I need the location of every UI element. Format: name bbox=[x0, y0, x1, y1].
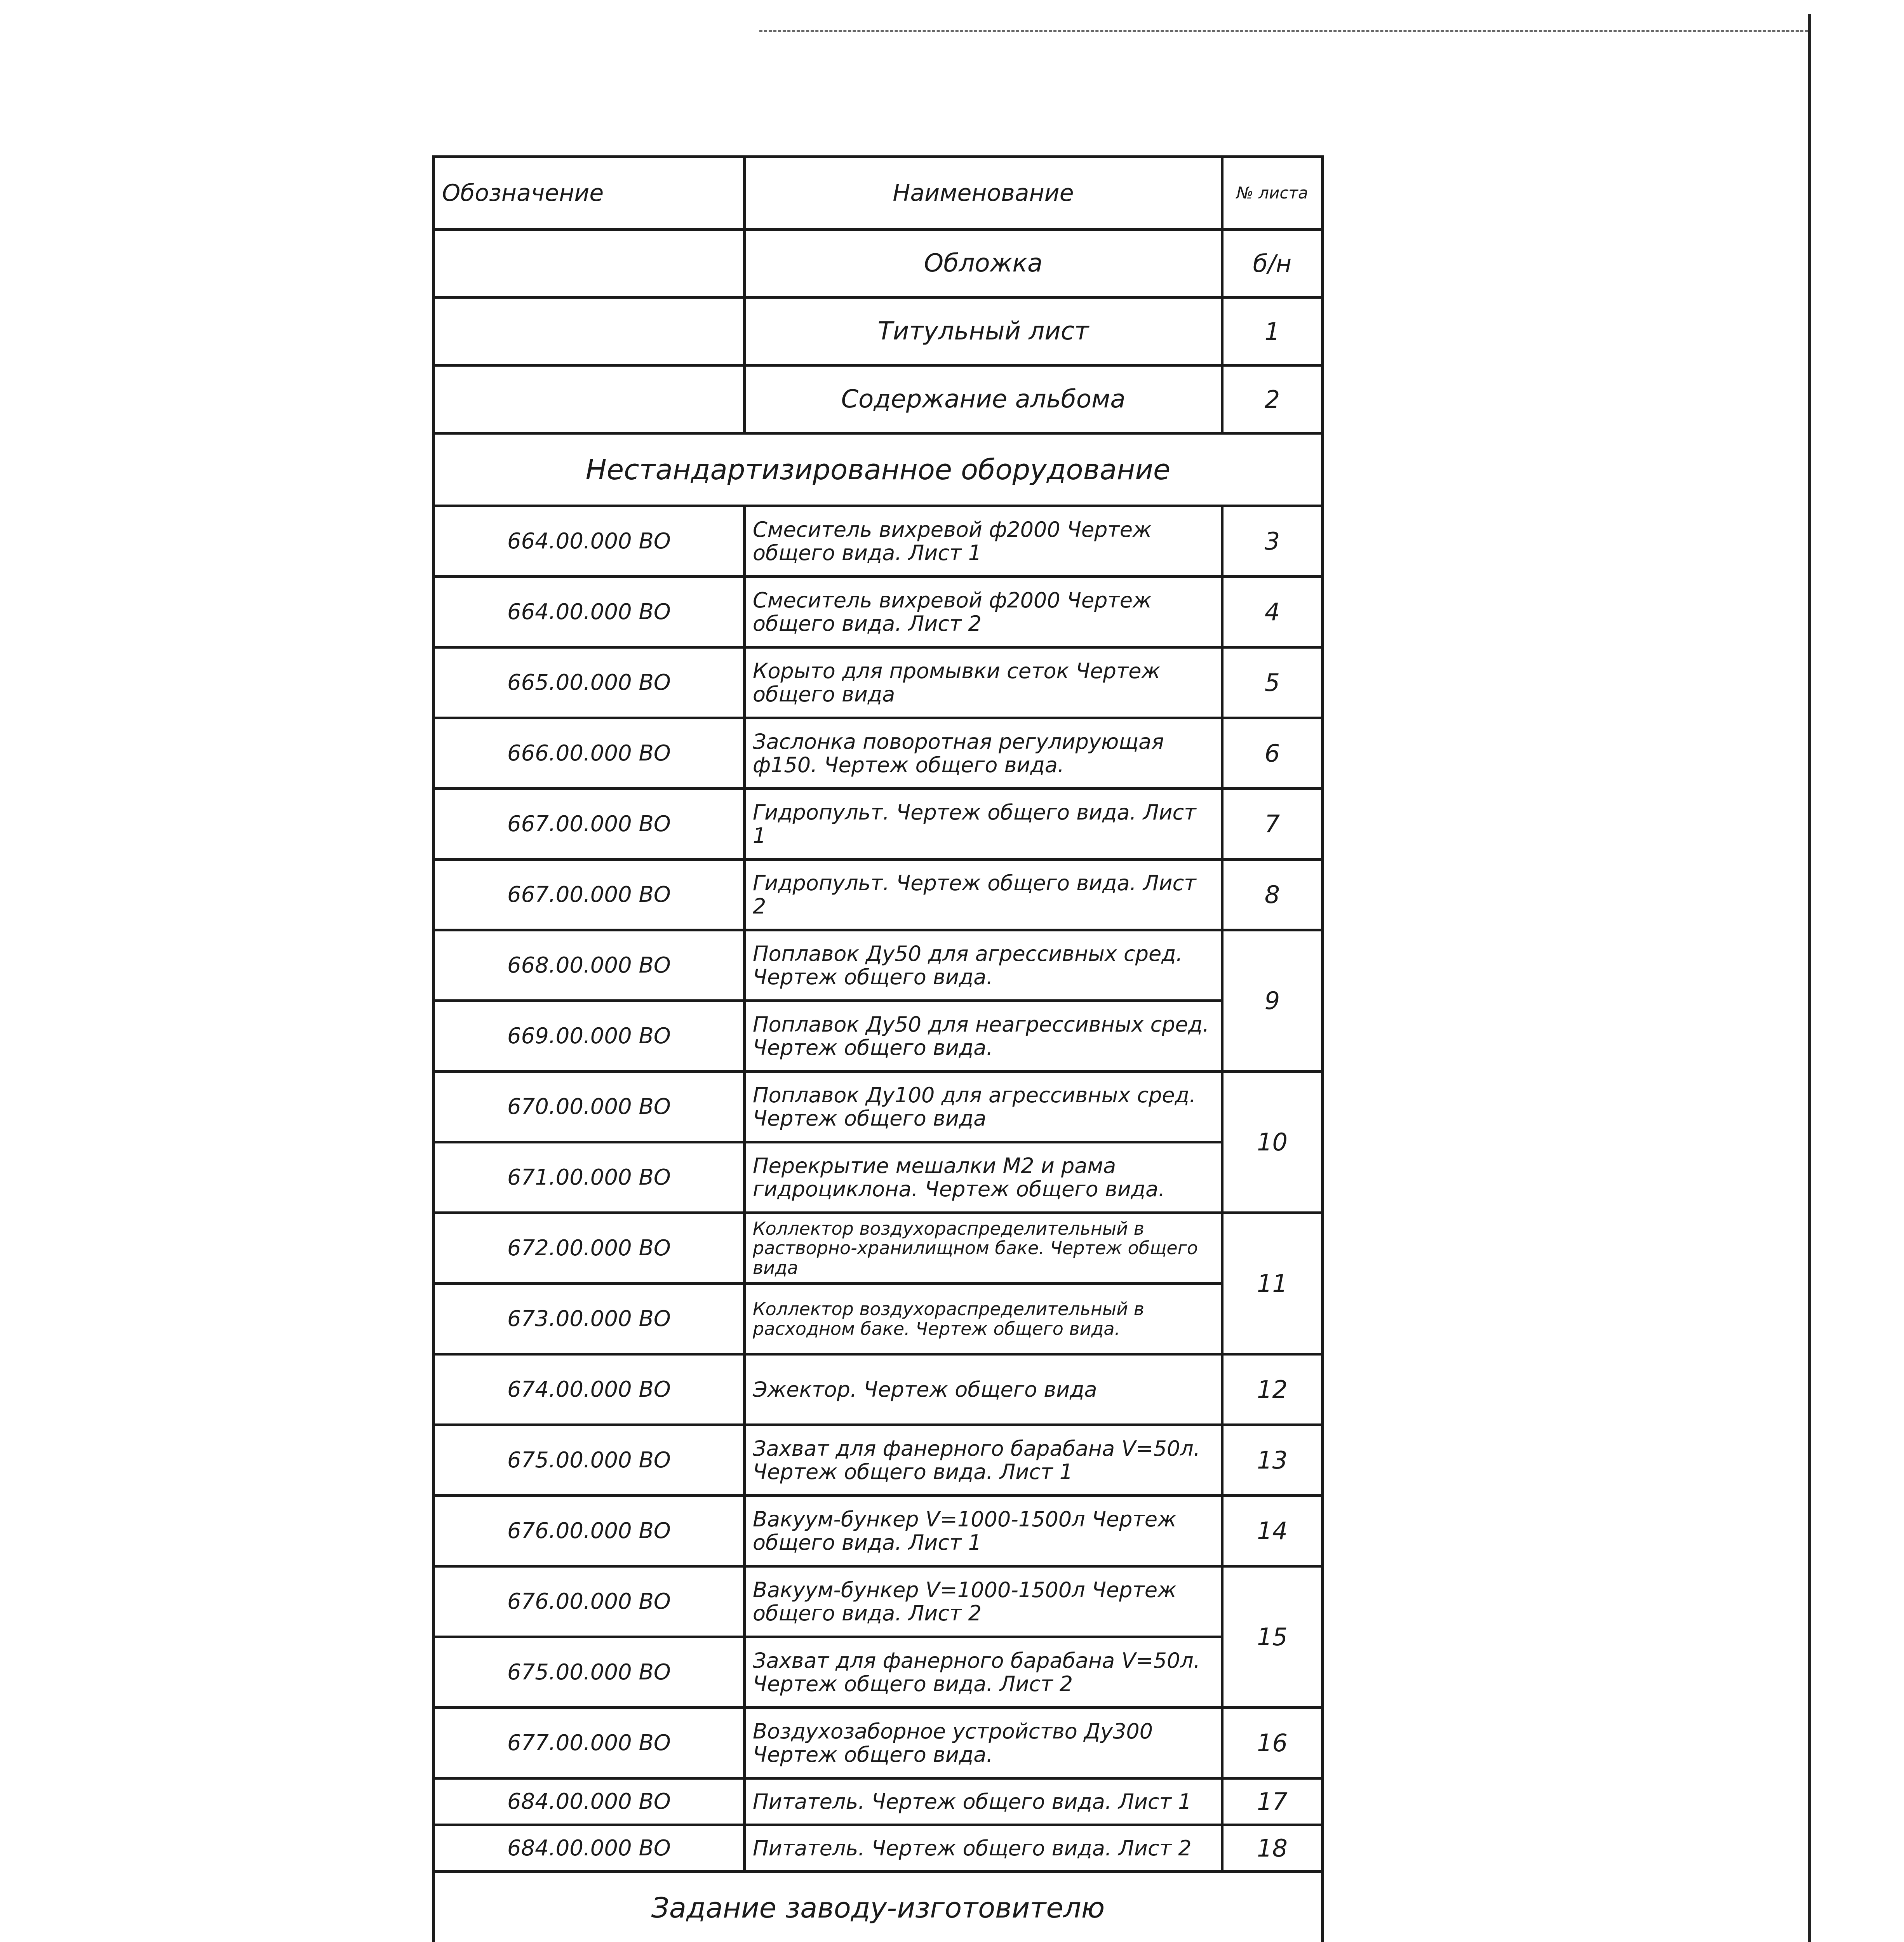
name-cell: Захват для фанерного барабана V=50л. Чертеж общего вида. Лист 1 bbox=[745, 1425, 1222, 1496]
sheet-cell: 17 bbox=[1222, 1778, 1323, 1825]
designation-cell: 673.00.000 ВО bbox=[434, 1284, 745, 1354]
table-row bbox=[434, 1072, 1323, 1142]
sheet-cell: 4 bbox=[1222, 577, 1323, 647]
sheet-cell: 7 bbox=[1222, 789, 1323, 860]
designation-cell: 670.00.000 ВО bbox=[434, 1072, 745, 1142]
name-cell: Смеситель вихревой ф2000 Чертеж общего вида. Лист 1 bbox=[745, 506, 1222, 577]
designation-cell: 676.00.000 ВО bbox=[434, 1566, 745, 1637]
name-cell: Поплавок Ду100 для агрессивных сред. Чертеж общего вида bbox=[745, 1072, 1222, 1142]
designation-cell: 675.00.000 ВО bbox=[434, 1425, 745, 1496]
sheet-cell: 16 bbox=[1222, 1708, 1323, 1778]
table-row bbox=[434, 1496, 1323, 1566]
empty-cell bbox=[434, 365, 745, 433]
section-heading-row bbox=[434, 1872, 1323, 1942]
designation-cell: 664.00.000 ВО bbox=[434, 577, 745, 647]
header-designation: Обозначение bbox=[434, 157, 745, 230]
designation-cell: 675.00.000 ВО bbox=[434, 1637, 745, 1708]
table-row bbox=[434, 230, 1323, 298]
sheet-cell: 5 bbox=[1222, 647, 1323, 718]
table-row bbox=[434, 1213, 1323, 1284]
sheet-cell: 14 bbox=[1222, 1496, 1323, 1566]
sheet-frame-top bbox=[759, 30, 1808, 32]
contents-table bbox=[432, 155, 1324, 1942]
table-row bbox=[434, 1637, 1323, 1708]
sheet-cell: 6 bbox=[1222, 718, 1323, 789]
name-cell: Поплавок Ду50 для агрессивных сред. Чертеж общего вида. bbox=[745, 930, 1222, 1001]
table-row bbox=[434, 1284, 1323, 1354]
sheet-cell: 12 bbox=[1222, 1354, 1323, 1425]
sheet-cell: 2 bbox=[1222, 365, 1323, 433]
designation-cell: 672.00.000 ВО bbox=[434, 1213, 745, 1284]
table-row bbox=[434, 718, 1323, 789]
name-cell: Вакуум-бункер V=1000-1500л Чертеж общего вида. Лист 2 bbox=[745, 1566, 1222, 1637]
sheet-cell: б/н bbox=[1222, 230, 1323, 298]
name-cell: Питатель. Чертеж общего вида. Лист 2 bbox=[745, 1825, 1222, 1872]
sheet-cell: 15 bbox=[1222, 1566, 1323, 1708]
sheet-cell: 3 bbox=[1222, 506, 1323, 577]
header-sheet: № листа bbox=[1222, 157, 1323, 230]
name-cell: Гидропульт. Чертеж общего вида. Лист 1 bbox=[745, 789, 1222, 860]
designation-cell: 666.00.000 ВО bbox=[434, 718, 745, 789]
empty-cell bbox=[434, 298, 745, 365]
sheet-frame-right bbox=[1808, 14, 1811, 1942]
designation-cell: 667.00.000 ВО bbox=[434, 860, 745, 930]
table-row bbox=[434, 1354, 1323, 1425]
designation-cell: 665.00.000 ВО bbox=[434, 647, 745, 718]
table-row bbox=[434, 1425, 1323, 1496]
designation-cell: 667.00.000 ВО bbox=[434, 789, 745, 860]
table-row bbox=[434, 1142, 1323, 1213]
designation-cell: 677.00.000 ВО bbox=[434, 1708, 745, 1778]
table-row bbox=[434, 1778, 1323, 1825]
name-cell: Коллектор воздухораспределительный в расходном баке. Чертеж общего вида. bbox=[745, 1284, 1222, 1354]
designation-cell: 664.00.000 ВО bbox=[434, 506, 745, 577]
name-cell: Перекрытие мешалки М2 и рама гидроциклона. Чертеж общего вида. bbox=[745, 1142, 1222, 1213]
table-row bbox=[434, 1566, 1323, 1637]
designation-cell: 671.00.000 ВО bbox=[434, 1142, 745, 1213]
sheet-cell: 11 bbox=[1222, 1213, 1323, 1354]
table-row bbox=[434, 930, 1323, 1001]
table-row bbox=[434, 577, 1323, 647]
name-cell: Вакуум-бункер V=1000-1500л Чертеж общего вида. Лист 1 bbox=[745, 1496, 1222, 1566]
designation-cell: 684.00.000 ВО bbox=[434, 1778, 745, 1825]
table-row bbox=[434, 1708, 1323, 1778]
sheet-cell: 13 bbox=[1222, 1425, 1323, 1496]
sheet-cell: 9 bbox=[1222, 930, 1323, 1072]
table-row bbox=[434, 647, 1323, 718]
table-row bbox=[434, 789, 1323, 860]
name-cell: Поплавок Ду50 для неагрессивных сред. Чертеж общего вида. bbox=[745, 1001, 1222, 1072]
section-heading: Задание заводу-изготовителю bbox=[434, 1872, 1323, 1942]
name-cell: Гидропульт. Чертеж общего вида. Лист 2 bbox=[745, 860, 1222, 930]
name-cell: Захват для фанерного барабана V=50л. Чертеж общего вида. Лист 2 bbox=[745, 1637, 1222, 1708]
table-row bbox=[434, 860, 1323, 930]
designation-cell: 668.00.000 ВО bbox=[434, 930, 745, 1001]
name-cell: Обложка bbox=[745, 230, 1222, 298]
name-cell: Титульный лист bbox=[745, 298, 1222, 365]
designation-cell: 669.00.000 ВО bbox=[434, 1001, 745, 1072]
sheet-cell: 10 bbox=[1222, 1072, 1323, 1213]
name-cell: Заслонка поворотная регулирующая ф150. Чертеж общего вида. bbox=[745, 718, 1222, 789]
name-cell: Корыто для промывки сеток Чертеж общего вида bbox=[745, 647, 1222, 718]
name-cell: Содержание альбома bbox=[745, 365, 1222, 433]
name-cell: Эжектор. Чертеж общего вида bbox=[745, 1354, 1222, 1425]
sheet-cell: 18 bbox=[1222, 1825, 1323, 1872]
table-row bbox=[434, 365, 1323, 433]
designation-cell: 674.00.000 ВО bbox=[434, 1354, 745, 1425]
header-name: Наименование bbox=[745, 157, 1222, 230]
table-row bbox=[434, 506, 1323, 577]
section-heading-row bbox=[434, 433, 1323, 506]
table-header bbox=[434, 157, 1323, 230]
designation-cell: 684.00.000 ВО bbox=[434, 1825, 745, 1872]
table-row bbox=[434, 298, 1323, 365]
designation-cell: 676.00.000 ВО bbox=[434, 1496, 745, 1566]
name-cell: Коллектор воздухораспределительный в растворно-хранилищном баке. Чертеж общего вида bbox=[745, 1213, 1222, 1284]
sheet-cell: 1 bbox=[1222, 298, 1323, 365]
sheet-cell: 8 bbox=[1222, 860, 1323, 930]
table-row bbox=[434, 1001, 1323, 1072]
name-cell: Питатель. Чертеж общего вида. Лист 1 bbox=[745, 1778, 1222, 1825]
name-cell: Смеситель вихревой ф2000 Чертеж общего вида. Лист 2 bbox=[745, 577, 1222, 647]
name-cell: Воздухозаборное устройство Ду300 Чертеж общего вида. bbox=[745, 1708, 1222, 1778]
table-row bbox=[434, 1825, 1323, 1872]
empty-cell bbox=[434, 230, 745, 298]
section-heading: Нестандартизированное оборудование bbox=[434, 433, 1323, 506]
